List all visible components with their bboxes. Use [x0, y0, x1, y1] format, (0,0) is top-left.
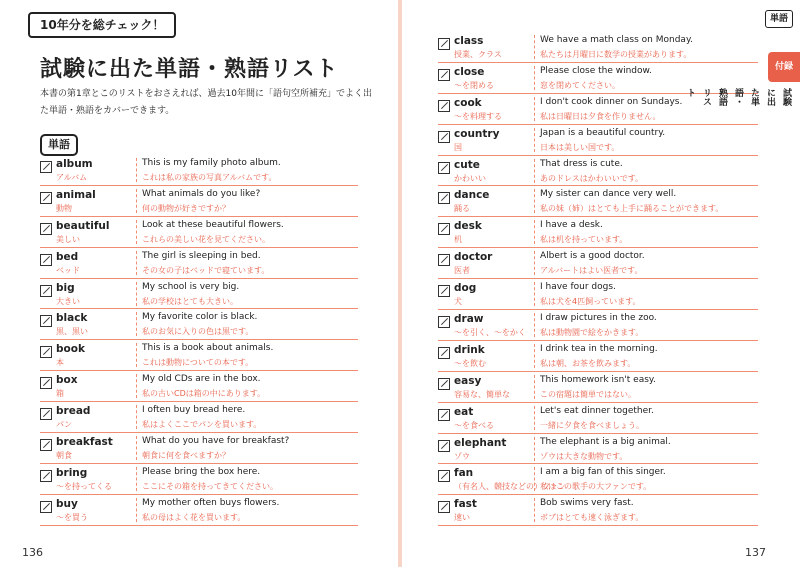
- checkbox[interactable]: [438, 223, 450, 235]
- example-japanese: この宿題は簡単ではない。: [540, 389, 636, 399]
- separator: [136, 312, 137, 336]
- page-number-right: 137: [745, 546, 766, 559]
- separator: [136, 374, 137, 398]
- separator: [136, 220, 137, 244]
- separator: [534, 97, 535, 121]
- checkbox[interactable]: [438, 192, 450, 204]
- example-english: My sister can dance very well.: [540, 189, 677, 200]
- checkbox[interactable]: [438, 347, 450, 359]
- checkbox[interactable]: [438, 409, 450, 421]
- word-english: desk: [454, 220, 482, 233]
- checkbox[interactable]: [40, 501, 52, 513]
- checkbox[interactable]: [438, 131, 450, 143]
- example-japanese: これは私の家族の写真アルバムです。: [142, 173, 277, 182]
- word-english: album: [56, 158, 93, 170]
- checkbox[interactable]: [40, 346, 52, 358]
- separator: [136, 467, 137, 491]
- word-english: cook: [454, 96, 482, 109]
- example-japanese: 私の古いCDは箱の中にあります。: [142, 389, 266, 399]
- example-japanese: アルバートはよい医者です。: [540, 266, 643, 276]
- separator: [534, 498, 535, 522]
- example-japanese: 私の母はよく花を買います。: [142, 512, 246, 522]
- example-japanese: 私はよくここでパンを買います。: [142, 420, 262, 430]
- word-english: buy: [56, 497, 78, 510]
- word-english: fast: [454, 498, 477, 511]
- example-japanese: あのドレスはかわいいです。: [540, 173, 644, 183]
- list-item: [40, 371, 358, 402]
- list-item: [40, 248, 358, 279]
- example-english: What animals do you like?: [142, 188, 261, 199]
- list-item: [438, 372, 758, 403]
- example-japanese: 窓を閉めてください。: [540, 80, 620, 90]
- page-number-left: 136: [22, 546, 43, 559]
- example-japanese: 私は朝、お茶を飲みます。: [540, 358, 636, 368]
- separator: [534, 189, 535, 213]
- example-english: My school is very big.: [142, 281, 240, 292]
- example-japanese: ここにその箱を持ってきてください。: [142, 481, 278, 491]
- word-japanese: 本: [56, 358, 64, 368]
- checkbox[interactable]: [438, 316, 450, 328]
- checkbox[interactable]: [438, 162, 450, 174]
- word-japanese: 容易な、簡単な: [454, 389, 510, 399]
- word-japanese: ～を持ってくる: [56, 481, 112, 491]
- word-english: doctor: [454, 251, 493, 264]
- list-item: [438, 434, 758, 465]
- example-japanese: ゾウは大きな動物です。: [540, 451, 628, 461]
- word-english: class: [454, 35, 484, 47]
- example-english: My favorite color is black.: [142, 312, 258, 323]
- example-japanese: 私はこの歌手の大ファンです。: [540, 482, 652, 492]
- example-japanese: これらの美しい花を見てください。: [142, 234, 270, 244]
- list-item: [40, 279, 358, 310]
- word-japanese: 黒、黒い: [56, 327, 88, 337]
- separator: [534, 220, 535, 244]
- checkbox[interactable]: [438, 254, 450, 266]
- separator: [136, 498, 137, 522]
- example-japanese: 私は動物園で絵をかきます。: [540, 328, 644, 338]
- example-english: I have a desk.: [540, 220, 603, 231]
- word-japanese: 授業、クラス: [454, 50, 502, 59]
- word-english: box: [56, 374, 78, 387]
- example-english: I draw pictures in the zoo.: [540, 313, 657, 324]
- example-english: I have four dogs.: [540, 282, 616, 293]
- example-japanese: ボブはとても速く泳ぎます。: [540, 513, 644, 523]
- list-item: [438, 403, 758, 434]
- checkbox[interactable]: [438, 501, 450, 513]
- word-japanese: 国: [454, 142, 462, 152]
- header-banner: 10年分を総チェック！: [28, 12, 176, 38]
- checkbox[interactable]: [40, 192, 52, 204]
- separator: [534, 313, 535, 337]
- word-japanese: 犬: [454, 297, 462, 307]
- word-japanese: 机: [454, 235, 462, 245]
- list-item: [40, 309, 358, 340]
- word-english: easy: [454, 374, 482, 387]
- example-english: The girl is sleeping in bed.: [142, 250, 261, 261]
- word-english: animal: [56, 188, 96, 201]
- word-english: close: [454, 65, 485, 78]
- word-japanese: （有名人、競技などの）ファン: [454, 482, 566, 492]
- word-english: dog: [454, 282, 477, 295]
- separator: [136, 436, 137, 460]
- example-english: I drink tea in the morning.: [540, 343, 658, 354]
- word-english: big: [56, 281, 75, 294]
- example-english: Japan is a beautiful country.: [540, 127, 666, 138]
- side-tab-title: 試験に出た単語・熟語リスト: [685, 88, 791, 106]
- checkbox[interactable]: [438, 69, 450, 81]
- list-item: [438, 217, 758, 248]
- example-english: My old CDs are in the box.: [142, 374, 261, 385]
- example-english: My mother often buys flowers.: [142, 497, 280, 508]
- list-item: [40, 340, 358, 371]
- word-list-right: [438, 32, 758, 526]
- checkbox[interactable]: [438, 38, 450, 50]
- word-english: country: [454, 127, 500, 140]
- word-english: drink: [454, 343, 485, 356]
- example-japanese: これは動物についての本です。: [142, 358, 254, 368]
- word-japanese: かわいい: [454, 173, 486, 183]
- separator: [136, 251, 137, 275]
- word-japanese: ～を買う: [56, 512, 88, 522]
- word-english: book: [56, 343, 85, 356]
- separator: [534, 282, 535, 306]
- example-japanese: 私は机を持っています。: [540, 235, 628, 245]
- example-japanese: 朝食に何を食べますか？: [142, 451, 230, 461]
- list-item: [40, 495, 358, 526]
- section-tag: 単語: [40, 134, 78, 156]
- checkbox[interactable]: [438, 100, 450, 112]
- separator: [136, 189, 137, 213]
- list-item: [438, 32, 758, 63]
- intro-text: 本書の第1章とこのリストをおさえれば、過去10年間に「語句空所補充」でよく出た単語・熟語をカバーできます。: [40, 89, 373, 116]
- example-english: I don't cook dinner on Sundays.: [540, 96, 683, 107]
- separator: [534, 344, 535, 368]
- word-japanese: 朝食: [56, 451, 72, 461]
- example-japanese: 私のお気に入りの色は黒です。: [142, 327, 254, 337]
- word-english: eat: [454, 405, 474, 418]
- example-japanese: その女の子はベッドで寝ています。: [142, 265, 270, 275]
- word-english: black: [56, 312, 88, 325]
- word-english: bed: [56, 250, 79, 263]
- left-page: [0, 0, 398, 567]
- list-item: [40, 186, 358, 217]
- separator: [534, 437, 535, 461]
- example-english: Bob swims very fast.: [540, 498, 634, 509]
- separator: [534, 375, 535, 399]
- example-japanese: 日本は美しい国です。: [540, 142, 620, 152]
- word-japanese: 踊る: [454, 204, 470, 214]
- page-title: 試験に出た単語・熟語リスト: [40, 57, 339, 82]
- side-tab-label: 単語: [765, 10, 793, 28]
- example-japanese: 私たちは月曜日に数学の授業があります。: [540, 50, 692, 59]
- right-page: [402, 0, 800, 567]
- example-english: This is a book about animals.: [142, 343, 274, 354]
- list-item: [438, 156, 758, 187]
- separator: [136, 343, 137, 367]
- word-japanese: パン: [56, 420, 72, 430]
- separator: [534, 128, 535, 152]
- checkbox[interactable]: [40, 377, 52, 389]
- separator: [534, 159, 535, 183]
- example-english: Look at these beautiful flowers.: [142, 219, 284, 230]
- checkbox[interactable]: [40, 161, 52, 173]
- word-japanese: 医者: [454, 266, 470, 276]
- example-english: This homework isn't easy.: [540, 374, 656, 385]
- list-item: [438, 310, 758, 341]
- word-english: dance: [454, 189, 490, 202]
- list-item: [438, 186, 758, 217]
- example-japanese: 私は犬を4匹飼っています。: [540, 297, 641, 307]
- list-item: [40, 217, 358, 248]
- example-japanese: 私の妹（姉）はとても上手に踊ることができます。: [540, 204, 724, 214]
- separator: [534, 35, 535, 59]
- checkbox[interactable]: [438, 470, 450, 482]
- separator: [534, 66, 535, 90]
- checkbox[interactable]: [40, 315, 52, 327]
- list-item: [438, 248, 758, 279]
- checkbox[interactable]: [438, 285, 450, 297]
- side-tab: [685, 10, 800, 106]
- word-english: beautiful: [56, 219, 110, 232]
- example-english: What do you have for breakfast?: [142, 436, 290, 447]
- example-english: Let's eat dinner together.: [540, 405, 654, 416]
- example-english: Albert is a good doctor.: [540, 251, 645, 262]
- separator: [534, 467, 535, 491]
- example-japanese: 私の学校はとても大きい。: [142, 296, 238, 306]
- example-english: I often buy bread here.: [142, 405, 246, 416]
- list-item: [438, 125, 758, 156]
- word-japanese: 速い: [454, 513, 470, 523]
- list-item: [438, 495, 758, 526]
- list-item: [438, 341, 758, 372]
- checkbox[interactable]: [40, 285, 52, 297]
- checkbox[interactable]: [40, 439, 52, 451]
- word-english: draw: [454, 313, 484, 326]
- word-english: fan: [454, 467, 474, 480]
- example-japanese: 一緒に夕食を食べましょう。: [540, 420, 644, 430]
- example-english: That dress is cute.: [540, 158, 623, 169]
- word-japanese: ～を飲む: [454, 358, 486, 368]
- list-item: [438, 464, 758, 495]
- list-item: [40, 402, 358, 433]
- example-english: Please close the window.: [540, 65, 652, 76]
- checkbox[interactable]: [438, 440, 450, 452]
- word-english: elephant: [454, 436, 507, 449]
- word-japanese: ～を料理する: [454, 111, 502, 121]
- list-item: [438, 279, 758, 310]
- separator: [534, 251, 535, 275]
- word-japanese: 大きい: [56, 296, 80, 306]
- list-item: [40, 155, 358, 186]
- example-english: I am a big fan of this singer.: [540, 467, 666, 478]
- example-japanese: 何の動物が好きですか？: [142, 203, 230, 213]
- word-japanese: ～を食べる: [454, 420, 494, 430]
- word-japanese: 動物: [56, 203, 72, 213]
- checkbox[interactable]: [40, 254, 52, 266]
- checkbox[interactable]: [40, 223, 52, 235]
- separator: [136, 282, 137, 306]
- checkbox[interactable]: [40, 470, 52, 482]
- separator: [136, 158, 137, 182]
- word-japanese: ～を引く、～をかく: [454, 328, 526, 338]
- word-japanese: ～を閉める: [454, 80, 494, 90]
- separator: [534, 406, 535, 430]
- example-english: This is my family photo album.: [142, 158, 281, 168]
- example-english: The elephant is a big animal.: [540, 436, 671, 447]
- word-english: bread: [56, 405, 91, 418]
- list-item: [40, 433, 358, 464]
- word-list-left: [40, 155, 358, 526]
- word-japanese: ベッド: [56, 265, 80, 275]
- word-english: cute: [454, 158, 480, 171]
- word-english: bring: [56, 466, 88, 479]
- example-japanese: 私は日曜日は夕食を作りません。: [540, 111, 661, 121]
- example-english: We have a math class on Monday.: [540, 35, 693, 45]
- word-japanese: ゾウ: [454, 451, 470, 461]
- separator: [136, 405, 137, 429]
- word-japanese: 箱: [56, 389, 64, 399]
- example-english: Please bring the box here.: [142, 466, 261, 477]
- word-japanese: 美しい: [56, 234, 80, 244]
- checkbox[interactable]: [438, 378, 450, 390]
- list-item: [40, 464, 358, 495]
- word-japanese: アルバム: [56, 173, 88, 182]
- word-english: breakfast: [56, 436, 113, 449]
- checkbox[interactable]: [40, 408, 52, 420]
- appendix-badge: 付録: [768, 52, 800, 82]
